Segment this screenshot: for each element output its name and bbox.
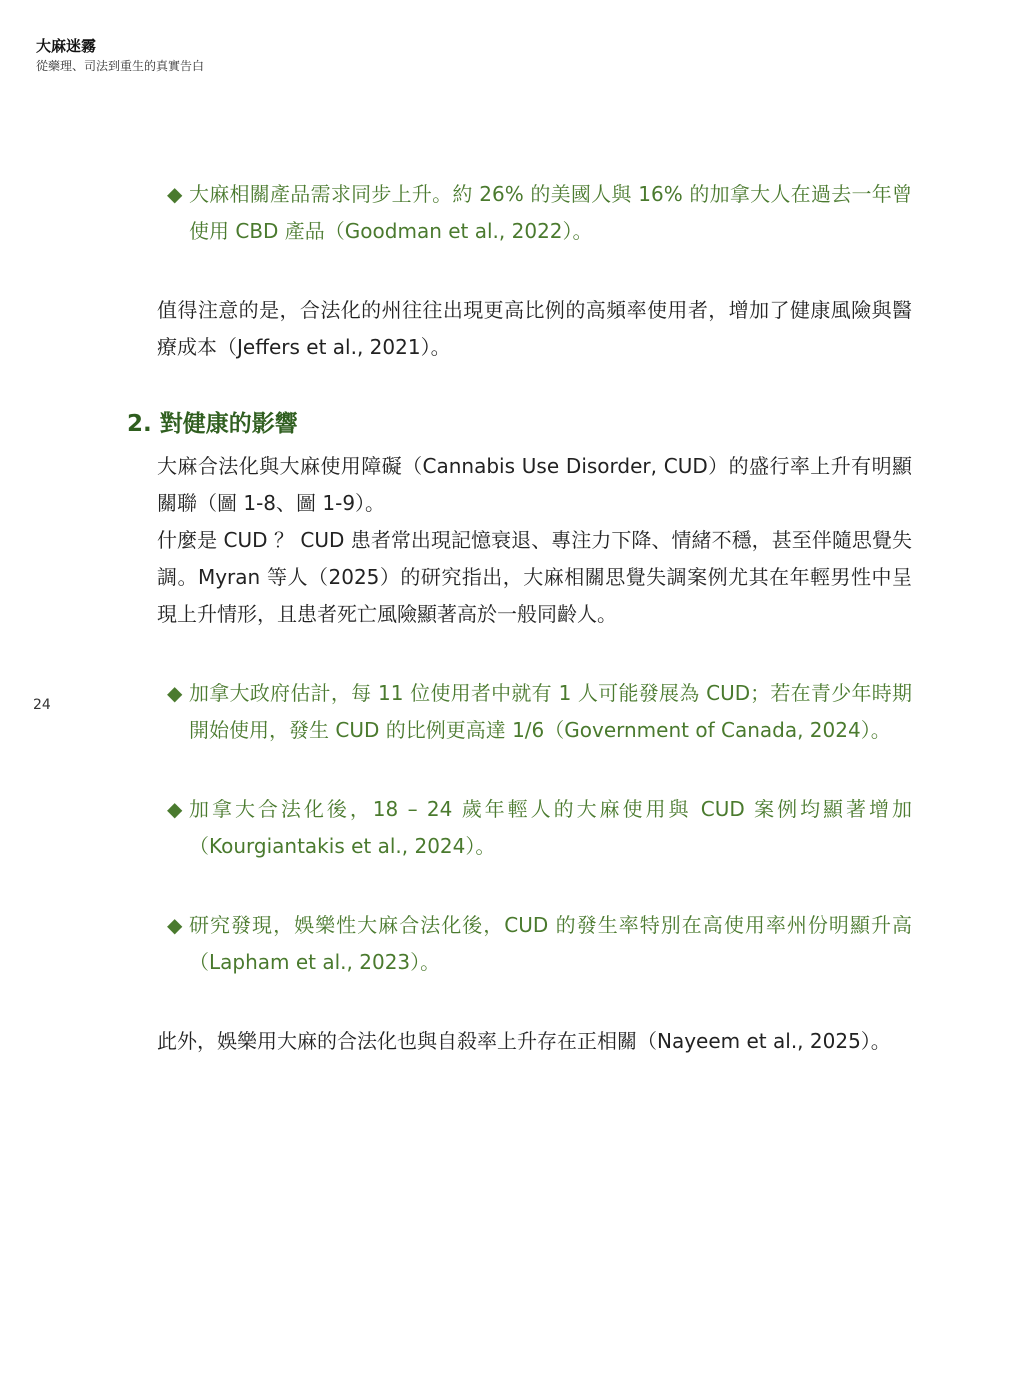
diamond-bullet-icon: ◆ bbox=[167, 913, 183, 937]
paragraph-cud-link: 大麻合法化與大麻使用障礙（Cannabis Use Disorder, CUD）的盛行率上升有明顯關聯（圖 1-8、圖 1-9）。 bbox=[157, 454, 912, 515]
bullet-cbd-demand bbox=[157, 176, 912, 250]
main-content bbox=[127, 176, 912, 1060]
book-subtitle: 從藥理、司法到重生的真實告白 bbox=[36, 59, 205, 73]
bullet-text: 加拿大合法化後，18 – 24 歲年輕人的大麻使用與 CUD 案例均顯著增加（Kourgiantakis et al., 2024）。 bbox=[189, 797, 912, 858]
bullet-canada-estimate bbox=[157, 675, 912, 749]
diamond-bullet-icon: ◆ bbox=[167, 681, 183, 705]
bullet-canada-youth bbox=[157, 791, 912, 865]
bullet-text: 加拿大政府估計，每 11 位使用者中就有 1 人可能發展為 CUD；若在青少年時期開始使用，發生 CUD 的比例更高達 1/6（Government of Canada, 2024）。 bbox=[189, 681, 912, 742]
paragraph-health-risk: 值得注意的是，合法化的州往往出現更高比例的高頻率使用者，增加了健康風險與醫療成本（Jeffers et al., 2021）。 bbox=[157, 298, 912, 359]
section-heading: 2. 對健康的影響 bbox=[127, 411, 298, 437]
paragraph-suicide: 此外，娛樂用大麻的合法化也與自殺率上升存在正相關（Nayeem et al., 2025）。 bbox=[157, 1029, 891, 1053]
diamond-bullet-icon: ◆ bbox=[167, 182, 183, 206]
bullet-text: 研究發現，娛樂性大麻合法化後，CUD 的發生率特別在高使用率州份明顯升高（Lapham et al., 2023）。 bbox=[189, 913, 912, 974]
book-title: 大麻迷霧 bbox=[36, 37, 97, 55]
page-number: 24 bbox=[33, 697, 51, 713]
diamond-bullet-icon: ◆ bbox=[167, 797, 183, 821]
bullet-recreational-legalization bbox=[157, 907, 912, 981]
running-header bbox=[36, 36, 204, 74]
bullet-text: 大麻相關產品需求同步上升。約 26% 的美國人與 16% 的加拿大人在過去一年曾使用 CBD 產品（Goodman et al., 2022）。 bbox=[189, 182, 912, 243]
paragraph-cud-definition: 什麼是 CUD ？ CUD 患者常出現記憶衰退、專注力下降、情緒不穩，甚至伴隨思覺失調。Myran 等人（2025）的研究指出，大麻相關思覺失調案例尤其在年輕男性中呈現上升情形，且患者死亡風險顯著高於一般同齡人。 bbox=[157, 528, 912, 626]
